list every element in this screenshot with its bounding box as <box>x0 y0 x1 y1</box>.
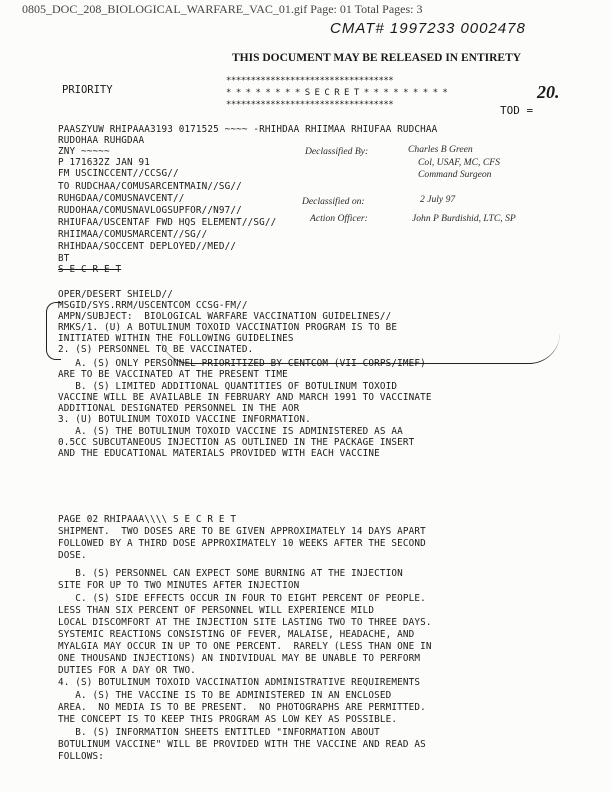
tod-label: TOD = <box>500 104 534 117</box>
body-line: 3. (U) BOTULINUM TOXOID VACCINE INFORMATION. <box>58 414 311 425</box>
body-line: A. (S) THE BOTULINUM TOXOID VACCINE IS ADMINISTERED AS AA <box>58 426 403 437</box>
routing-line: TO RUDCHAA/COMUSARCENTMAIN//SG// <box>58 181 242 192</box>
declass-by-title: Command Surgeon <box>418 169 492 180</box>
routing-line: RUDOHAA/COMUSNAVLOGSUPFOR//N97// <box>58 205 242 216</box>
body-line: FOLLOWS: <box>58 751 104 762</box>
cmat-number: CMAT# 1997233 0002478 <box>330 20 526 37</box>
body-line: FOLLOWED BY A THIRD DOSE APPROXIMATELY 10 WEEKS AFTER THE SECOND <box>58 538 426 549</box>
body-line: B. (S) INFORMATION SHEETS ENTITLED "INFORMATION ABOUT <box>58 727 380 738</box>
routing-line: P 171632Z JAN 91 <box>58 157 150 168</box>
body-line: VACCINE WILL BE AVAILABLE IN FEBRUARY AND MARCH 1991 TO VACCINATE <box>58 392 432 403</box>
body-line: MSGID/SYS.RRM/USCENTCOM CCSG-FM// <box>58 300 248 311</box>
declass-by-name: Charles B Green <box>408 144 473 155</box>
body-line: SITE FOR UP TO TWO MINUTES AFTER INJECTION <box>58 580 300 591</box>
routing-line: S E C R E T <box>58 264 122 275</box>
body-line: SHIPMENT. TWO DOSES ARE TO BE GIVEN APPROXIMATELY 14 DAYS APART <box>58 526 426 537</box>
body-line: B. (S) PERSONNEL CAN EXPECT SOME BURNING AT THE INJECTION <box>58 568 403 579</box>
body-line: DOSE. <box>58 550 87 561</box>
routing-line: RHIIMAA/COMUSMARCENT//SG// <box>58 229 208 240</box>
body-line: AMPN/SUBJECT: BIOLOGICAL WARFARE VACCINATION GUIDELINES// <box>58 311 392 322</box>
body-line: B. (S) LIMITED ADDITIONAL QUANTITIES OF BOTULINUM TOXOID <box>58 381 398 392</box>
body-line: DUTIES FOR A DAY OR TWO. <box>58 665 196 676</box>
release-notice: THIS DOCUMENT MAY BE RELEASED IN ENTIRETY <box>232 52 522 64</box>
body-line: MYALGIA MAY OCCUR IN UP TO ONE PERCENT. RARELY (LESS THAN ONE IN <box>58 641 432 652</box>
body-line: 4. (S) BOTULINUM TOXOID VACCINATION ADMINISTRATIVE REQUIREMENTS <box>58 677 421 688</box>
routing-line: FM USCINCCENT//CCSG// <box>58 168 179 179</box>
routing-line: RHIHDAA/SOCCENT DEPLOYED//MED// <box>58 241 237 252</box>
classification-stars-bottom: ********************************** <box>226 100 394 110</box>
body-line: 2. (S) PERSONNEL TO BE VACCINATED. <box>58 344 254 355</box>
declass-on-date: 2 July 97 <box>420 194 456 205</box>
body-line: LOCAL DISCOMFORT AT THE INJECTION SITE LASTING TWO TO THREE DAYS. <box>58 617 432 628</box>
routing-line: RHIUFAA/USCENTAF FWD HQS ELEMENT//SG// <box>58 217 277 228</box>
declass-on-label: Declassified on: <box>302 196 365 207</box>
body-line: C. (S) SIDE EFFECTS OCCUR IN FOUR TO EIGHT PERCENT OF PEOPLE. <box>58 593 426 604</box>
action-officer-label: Action Officer: <box>310 213 368 224</box>
classification-banner: * * * * * * * * S E C R E T * * * * * * * * * <box>226 88 448 98</box>
priority-label: PRIORITY <box>62 84 113 96</box>
handwritten-page-number: 20. <box>537 82 560 102</box>
body-line: AREA. NO MEDIA IS TO BE PRESENT. NO PHOTOGRAPHS ARE PERMITTED. <box>58 702 426 713</box>
routing-line: BT <box>58 253 70 264</box>
body-line: BOTULINUM VACCINE" WILL BE PROVIDED WITH THE VACCINE AND READ AS <box>58 739 426 750</box>
body-line: A. (S) THE VACCINE IS TO BE ADMINISTERED IN AN ENCLOSED <box>58 690 392 701</box>
body-line: INITIATED WITHIN THE FOLLOWING GUIDELINES <box>58 333 294 344</box>
body-line: LESS THAN SIX PERCENT OF PERSONNEL WILL EXPERIENCE MILD <box>58 605 375 616</box>
action-officer-name: John P Burdishid, LTC, SP <box>412 213 516 224</box>
body-line: 0.5CC SUBCUTANEOUS INJECTION AS OUTLINED IN THE PACKAGE INSERT <box>58 437 415 448</box>
body-line: THE CONCEPT IS TO KEEP THIS PROGRAM AS LOW KEY AS POSSIBLE. <box>58 714 398 725</box>
body-line: RMKS/1. (U) A BOTULINUM TOXOID VACCINATION PROGRAM IS TO BE <box>58 322 398 333</box>
body-line: ADDITIONAL DESIGNATED PERSONNEL IN THE AOR <box>58 403 300 414</box>
classification-stars-top: ********************************** <box>226 76 394 86</box>
declass-by-label: Declassified By: <box>305 146 369 157</box>
routing-line: RUDOHAA RUHGDAA <box>58 135 145 146</box>
body-line: ONE THOUSAND INJECTIONS) AN INDIVIDUAL MAY BE UNABLE TO PERFORM <box>58 653 421 664</box>
body-line: A. (S) ONLY PERSONNEL PRIORITIZED BY CENTCOM (VII CORPS/IMEF) <box>58 358 426 369</box>
page-two-header: PAGE 02 RHIPAAA\\\\ S E C R E T <box>58 514 237 525</box>
routing-line: RUHGDAA/COMUSNAVCENT// <box>58 193 185 204</box>
body-line: AND THE EDUCATIONAL MATERIALS PROVIDED WITH EACH VACCINE <box>58 448 380 459</box>
file-header-line: 0805_DOC_208_BIOLOGICAL_WARFARE_VAC_01.gif Page: 01 Total Pages: 3 <box>22 2 423 16</box>
body-line: SYSTEMIC REACTIONS CONSISTING OF FEVER, MALAISE, HEADACHE, AND <box>58 629 415 640</box>
routing-line: ZNY ~~~~~ <box>58 146 110 157</box>
routing-line: PAASZYUW RHIPAAA3193 0171525 ~~~~ -RHIHDAA RHIIMAA RHIUFAA RUDCHAA <box>58 124 438 135</box>
declass-by-rank: Col, USAF, MC, CFS <box>418 157 500 168</box>
body-line: ARE TO BE VACCINATED AT THE PRESENT TIME <box>58 369 288 380</box>
body-line: OPER/DESERT SHIELD// <box>58 289 173 300</box>
